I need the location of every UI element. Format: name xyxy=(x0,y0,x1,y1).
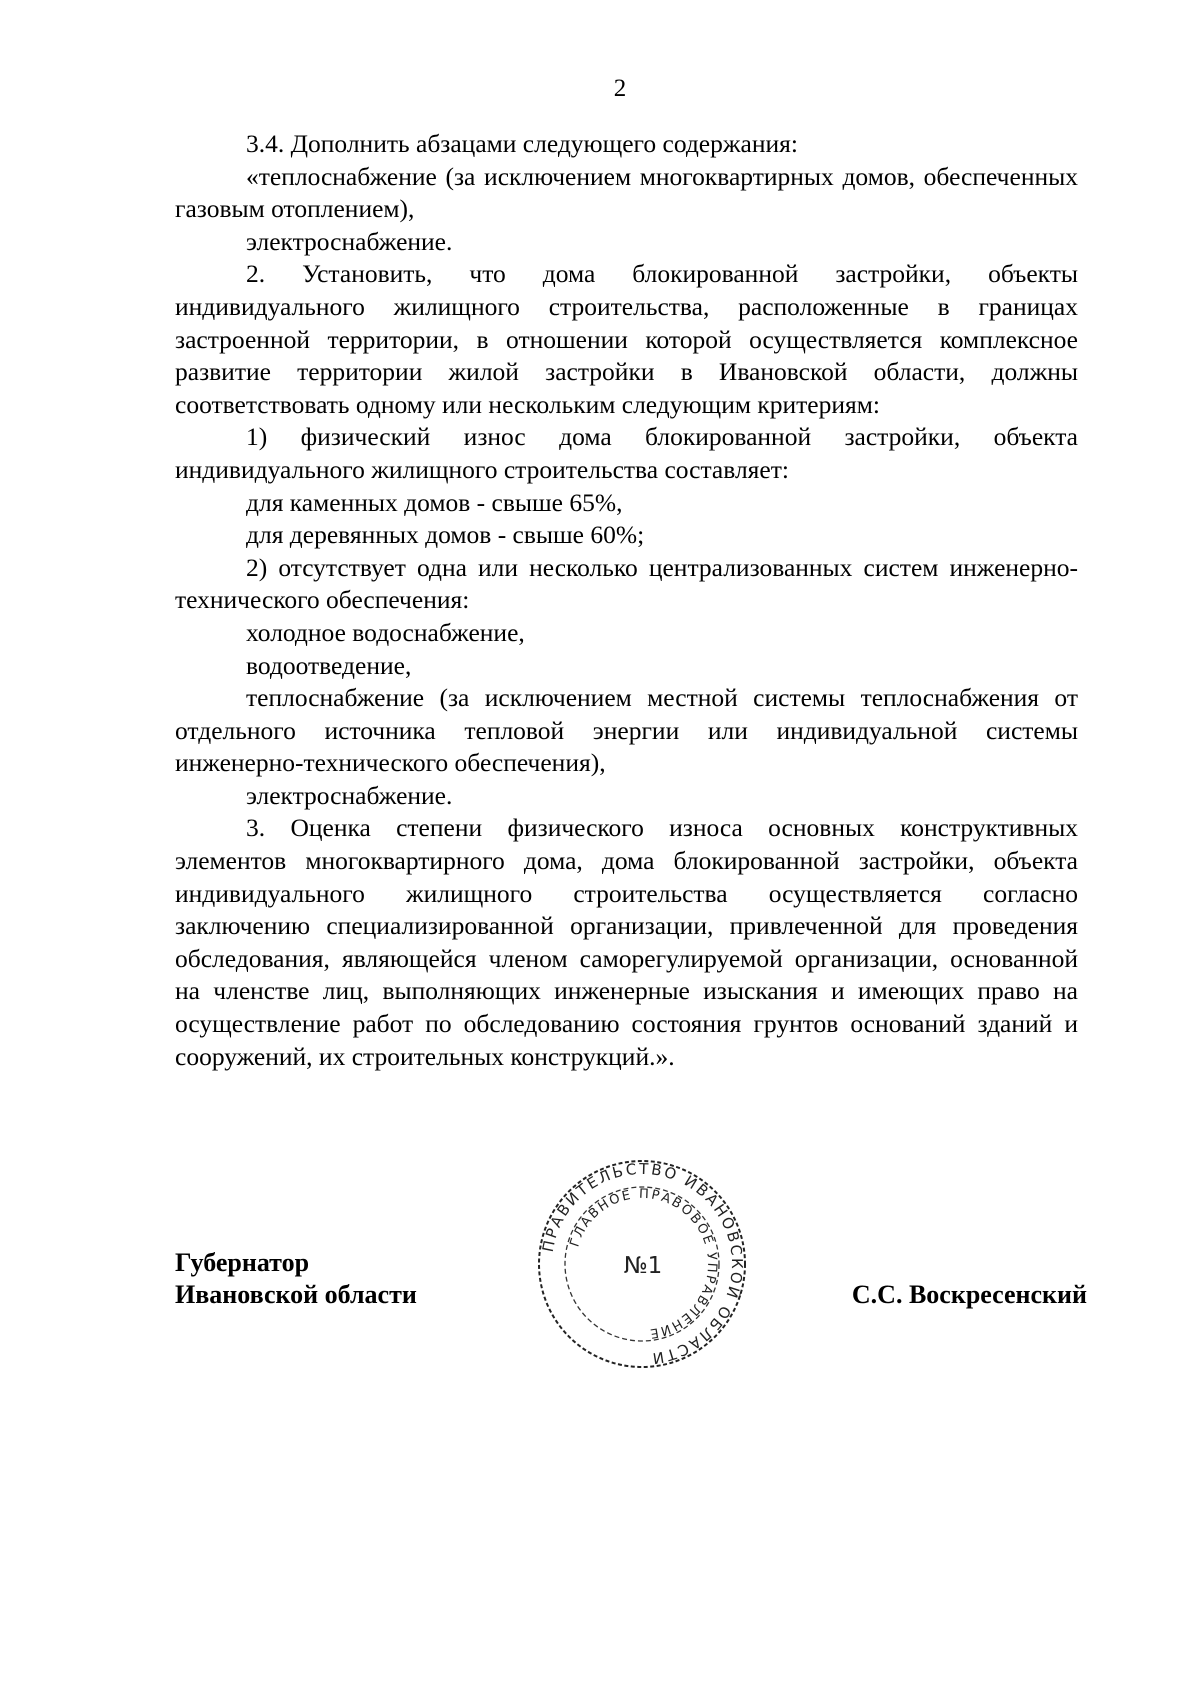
paragraph-criterion-1: 1) физический износ дома блокированной застройки, объекта индивидуального жилищного строительства составляет: xyxy=(175,422,1078,484)
signature-title-line1: Губернатор xyxy=(175,1248,310,1277)
paragraph-heat-supply-local: теплоснабжение (за исключением местной системы теплоснабжения от отдельного источника тепловой энергии или индивидуальной системы инженерно-технического обеспечения), xyxy=(175,683,1078,778)
paragraph-cold-water: холодное водоснабжение, xyxy=(246,617,525,647)
paragraph-electricity: электроснабжение. xyxy=(246,226,453,256)
stamp-inner-text-path: ГЛАВНОЕ ПРАВОВОЕ УПРАВЛЕНИЕ xyxy=(567,1186,720,1341)
paragraph-wooden-houses: для деревянных домов - свыше 60%; xyxy=(246,520,645,550)
signatory-name: С.С. Воскресенский xyxy=(851,1280,1087,1309)
stamp-number: №1 xyxy=(623,1253,663,1279)
signature-title-line2: Ивановской области xyxy=(175,1280,417,1309)
stamp-outer-text-path: ПРАВИТЕЛЬСТВО ИВАНОВСКОЙ ОБЛАСТИ xyxy=(538,1159,747,1368)
paragraph-criterion-2: 2) отсутствует одна или несколько централизованных систем инженерно-технического обеспечения: xyxy=(175,552,1078,615)
document-body xyxy=(175,128,1078,1073)
paragraph-electricity-2: электроснабжение. xyxy=(246,780,453,810)
paragraph-item-2: 2. Установить, что дома блокированной застройки, объекты индивидуального жилищного строительства, расположенные в границах застроенной территории, в отношении которой осуществляется комплексное развитие территории жилой застройки в Ивановской области, должны соответствовать одному или нескольким следующим критериям: xyxy=(175,259,1078,419)
paragraph-heat-supply: «теплоснабжение (за исключением многоквартирных домов, обеспеченных газовым отоплением), xyxy=(175,161,1078,224)
paragraph-drainage: водоотведение, xyxy=(246,650,412,680)
signature-title xyxy=(175,1247,417,1311)
paragraph-3-4: 3.4. Дополнить абзацами следующего содержания: xyxy=(246,129,798,158)
page-number: 2 xyxy=(613,75,627,102)
official-seal-stamp xyxy=(537,1159,747,1369)
paragraph-stone-houses: для каменных домов - свыше 65%, xyxy=(246,487,623,517)
paragraph-item-3: 3. Оценка степени физического износа основных конструктивных элементов многоквартирного дома, дома блокированной застройки, объекта индивидуального жилищного строительства осуществляется согласно заключению специализированной организации, привлеченной для проведения обследования, являющейся членом саморегулируемой организации, основанной на членстве лиц, выполняющих инженерные изыскания и имеющих право на осуществление работ по обследованию состояния грунтов оснований зданий и сооружений, их строительных конструкций.». xyxy=(175,813,1078,1071)
